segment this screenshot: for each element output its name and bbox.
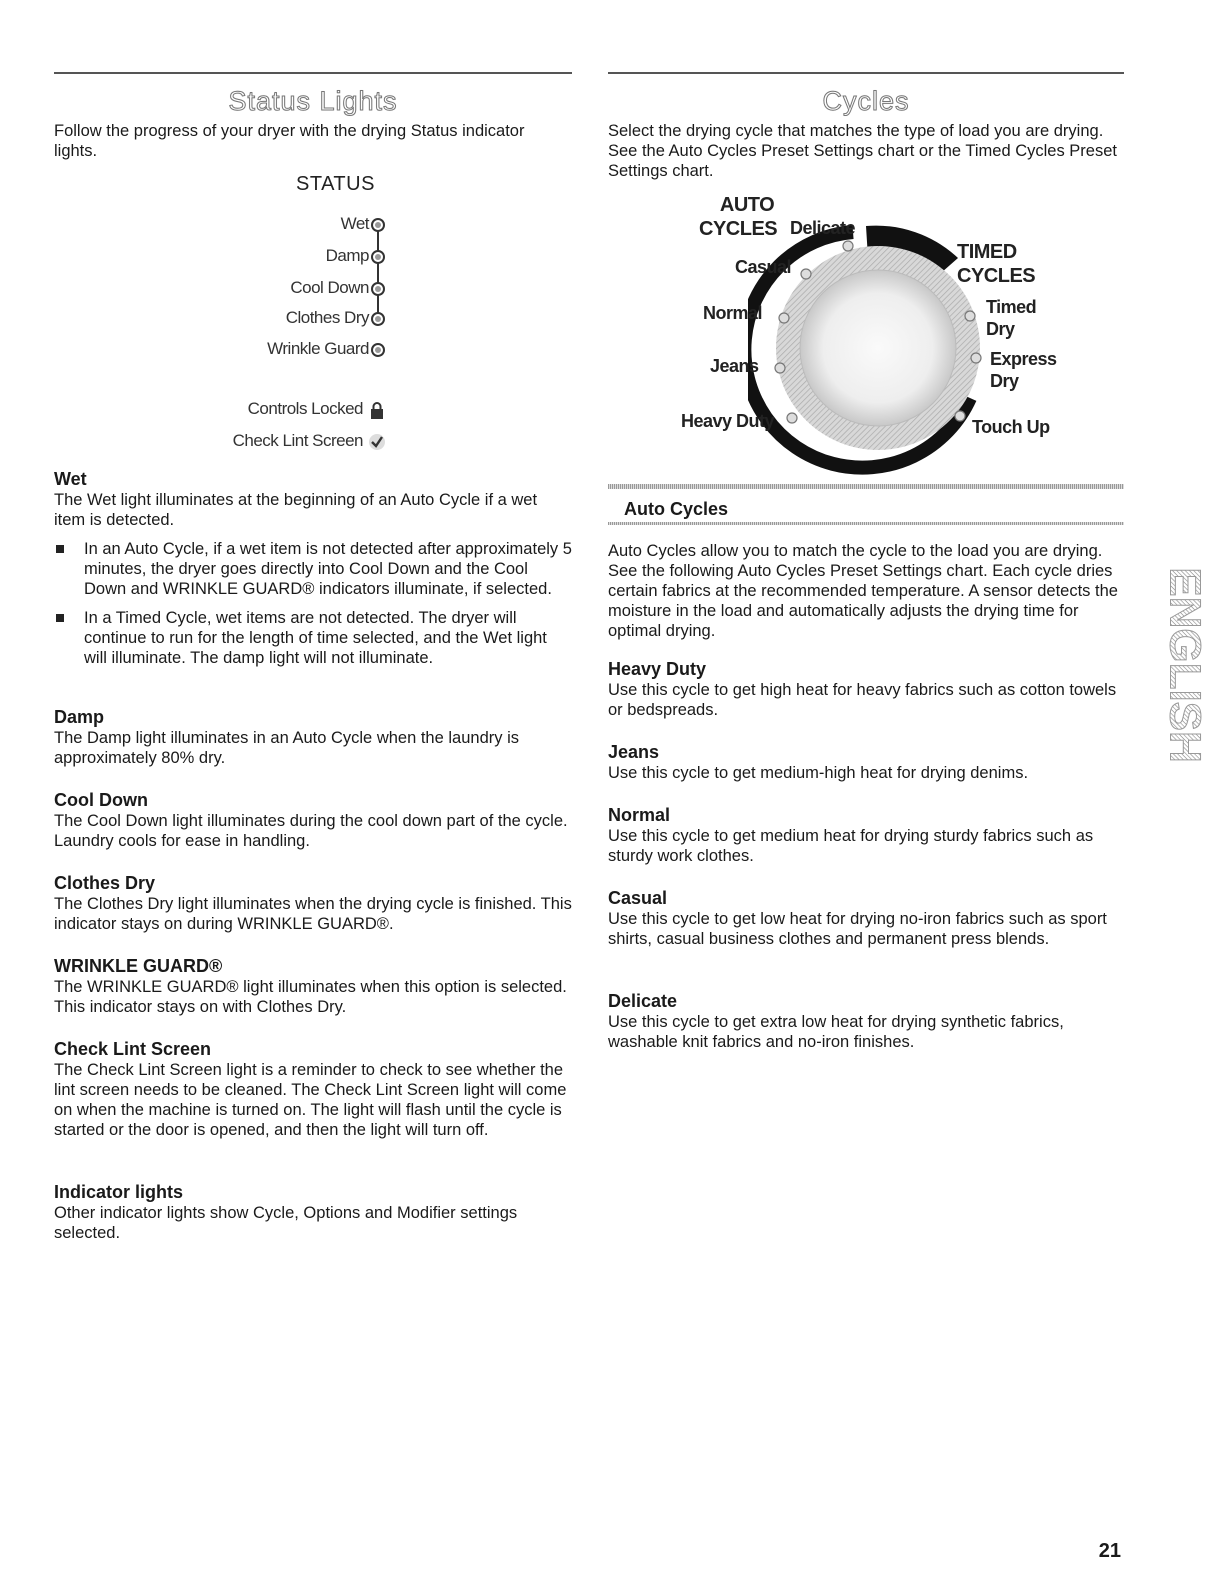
- section-wrinkle-guard: [54, 955, 572, 1017]
- section-heavy-duty: [608, 658, 1128, 720]
- section-damp-text: The Damp light illuminates in an Auto Cycle when the laundry is approximately 80% dry.: [54, 729, 519, 767]
- language-side-tab: [1150, 565, 1214, 765]
- section-damp-heading: Damp: [54, 707, 105, 727]
- left-top-rule: [54, 72, 572, 74]
- section-delicate-text: Use this cycle to get extra low heat for drying synthetic fabrics, washable knit fabrics and no-iron finishes.: [608, 1013, 1064, 1051]
- section-delicate: [608, 990, 1128, 1052]
- check-mark-icon: [368, 433, 386, 451]
- status-light-clothes-dry-icon: [371, 312, 385, 326]
- section-wet-text: The Wet light illuminates at the beginning of an Auto Cycle if a wet item is detected.: [54, 491, 538, 529]
- cycles-heading-line: CYCLES: [699, 218, 778, 240]
- section-heavy-duty-heading: Heavy Duty: [608, 659, 707, 679]
- status-connector-line: [377, 226, 379, 322]
- section-jeans-text: Use this cycle to get medium-high heat for drying denims.: [608, 764, 1029, 782]
- list-item: In a Timed Cycle, wet items are not detected. The dryer will continue to run for the length of time selected, and the Wet light will illuminate. The damp light will not illuminate.: [54, 608, 572, 668]
- section-check-lint-screen-heading: Check Lint Screen: [54, 1039, 212, 1059]
- section-wet-heading: Wet: [54, 469, 87, 489]
- section-wrinkle-guard-heading: WRINKLE GUARD®: [54, 956, 223, 976]
- section-indicator-lights: [54, 1181, 572, 1243]
- status-lights-intro: Follow the progress of your dryer with the drying Status indicator lights.: [54, 122, 525, 160]
- section-wet: [54, 468, 572, 677]
- right-top-rule: [608, 72, 1124, 74]
- section-delicate-heading: Delicate: [608, 991, 678, 1011]
- dial-label-express-dry: Express Dry: [990, 349, 1057, 391]
- side-tab-text: ENGLISH: [1160, 567, 1210, 763]
- status-light-damp-icon: [371, 250, 385, 264]
- section-normal: [608, 804, 1128, 866]
- auto-cycles-text: Auto Cycles allow you to match the cycle to the load you are drying. See the following Auto Cycles Preset Settings chart. Each cycle dries certain fabrics at the recommended temperature. A sensor detects the moisture in the load and automatically adjusts the drying time for optimal drying.: [608, 542, 1118, 640]
- section-casual-text: Use this cycle to get low heat for drying no-iron fabrics such as sport shirts, casual business clothes and permanent press blends.: [608, 910, 1107, 948]
- timed-cycles-heading-line: CYCLES: [957, 265, 1036, 287]
- section-jeans: [608, 741, 1128, 783]
- status-light-wrinkle-guard-icon: [371, 343, 385, 357]
- dial-label-heavy-duty: Heavy Duty: [681, 411, 775, 431]
- status-light-wet-icon: [371, 218, 385, 232]
- section-clothes-dry-text: The Clothes Dry light illuminates when the drying cycle is finished. This indicator stays on during WRINKLE GUARD®.: [54, 895, 572, 933]
- controls-locked-label: Controls Locked: [247, 399, 363, 418]
- status-light-label-cool-down: Cool Down: [290, 278, 369, 297]
- dial-label-casual: Casual: [735, 257, 792, 277]
- status-light-label-wrinkle-guard: Wrinkle Guard: [267, 339, 369, 358]
- auto-cycles-bottom-bar: [608, 522, 1124, 525]
- dial-label-normal: Normal: [703, 303, 763, 323]
- list-item: In an Auto Cycle, if a wet item is not detected after approximately 5 minutes, the dryer goes directly into Cool Down and the Cool Down and WRINKLE GUARD® indicators illuminate, if selected.: [54, 539, 572, 599]
- section-jeans-heading: Jeans: [608, 742, 660, 762]
- dial-label-touch-up: Touch Up: [972, 417, 1050, 437]
- section-cool-down-text: The Cool Down light illuminates during the cool down part of the cycle. Laundry cools for ease in handling.: [54, 812, 568, 850]
- dial-label-delicate: Delicate: [790, 218, 856, 238]
- cycles-intro: Select the drying cycle that matches the type of load you are drying. See the Auto Cycles Preset Settings chart or the Timed Cycles Preset Settings chart.: [608, 122, 1117, 180]
- section-wrinkle-guard-text: The WRINKLE GUARD® light illuminates when this option is selected. This indicator stays on with Clothes Dry.: [54, 978, 567, 1016]
- auto-cycles-top-bar: [608, 484, 1124, 489]
- section-normal-text: Use this cycle to get medium heat for drying sturdy fabrics such as sturdy work clothes.: [608, 827, 1094, 865]
- status-light-label-clothes-dry: Clothes Dry: [285, 308, 369, 327]
- auto-cycles-heading: [699, 193, 778, 241]
- dial-label-jeans: Jeans: [710, 356, 759, 376]
- section-indicator-lights-heading: Indicator lights: [54, 1182, 184, 1202]
- status-light-label-damp: Damp: [325, 246, 369, 265]
- status-light-label-wet: Wet: [340, 214, 369, 233]
- timed-heading-line: TIMED: [957, 241, 1017, 263]
- check-lint-screen-label: Check Lint Screen: [232, 431, 363, 450]
- timed-cycles-heading: [957, 240, 1035, 288]
- section-cool-down: [54, 789, 572, 851]
- page-number: 21: [1098, 1540, 1121, 1562]
- section-check-lint-screen: [54, 1038, 572, 1140]
- section-clothes-dry-heading: Clothes Dry: [54, 873, 156, 893]
- dial-label-timed-dry: Timed Dry: [986, 297, 1037, 339]
- status-light-cool-down-icon: [371, 282, 385, 296]
- section-casual: [608, 887, 1128, 949]
- section-clothes-dry: [54, 872, 572, 934]
- section-normal-heading: Normal: [608, 805, 671, 825]
- section-check-lint-screen-text: The Check Lint Screen light is a reminder to check to see whether the lint screen needs to be cleaned. The Check Lint Screen light will come on when the machine is turned on. The light will flash until the cycle is started or the door is opened, and then the light will turn off.: [54, 1061, 567, 1139]
- section-indicator-lights-text: Other indicator lights show Cycle, Options and Modifier settings selected.: [54, 1204, 518, 1242]
- section-cool-down-heading: Cool Down: [54, 790, 148, 810]
- status-heading: STATUS: [296, 173, 375, 195]
- status-lights-title: Status Lights: [228, 86, 398, 116]
- lock-icon: [369, 402, 385, 420]
- auto-heading-line: AUTO: [719, 194, 775, 216]
- wet-bullet-list: [54, 539, 572, 668]
- cycles-title: Cycles: [822, 86, 910, 116]
- section-damp: [54, 706, 572, 768]
- section-heavy-duty-text: Use this cycle to get high heat for heavy fabrics such as cotton towels or bedspreads.: [608, 681, 1117, 719]
- auto-cycles-heading-text: Auto Cycles: [624, 499, 729, 519]
- section-casual-heading: Casual: [608, 888, 668, 908]
